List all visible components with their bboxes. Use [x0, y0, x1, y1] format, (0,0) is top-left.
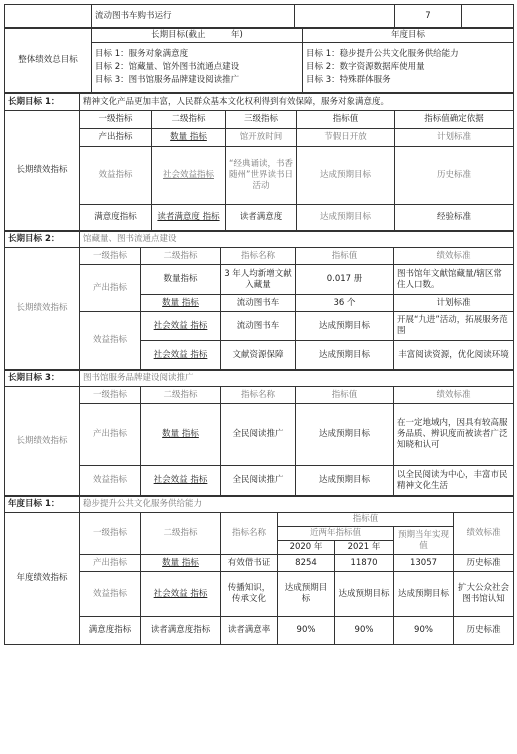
- top-blank-cell: [295, 5, 395, 28]
- table-cell: 达成预期目标: [394, 572, 454, 617]
- header-year-1: 2020 年: [278, 541, 335, 555]
- long-goal-2-label: 长期目标 2：: [5, 232, 80, 248]
- header-basis: 指标值确定依据: [395, 111, 514, 129]
- header-planned: 预期当年实现值: [394, 527, 454, 555]
- table-cell: 36 个: [296, 295, 394, 312]
- table-cell: 满意度指标: [80, 205, 152, 231]
- header-level2: 二级指标: [141, 513, 221, 555]
- table-cell: 达成预期目标: [296, 341, 394, 370]
- table-cell: 8254: [278, 555, 335, 572]
- table-cell: 社会效益 指标: [141, 572, 221, 617]
- table-cell: 数量 指标: [141, 295, 221, 312]
- top-blank-cell: [5, 5, 92, 28]
- table-cell: 达成预期目标: [296, 404, 394, 466]
- table-cell: 全民阅读推广: [221, 404, 296, 466]
- long-goal-item: 目标 2：馆藏量、馆外图书流通点建设: [95, 62, 240, 72]
- table-cell: 馆开放时间: [226, 129, 297, 147]
- table-cell: 达成预期目标: [297, 147, 395, 205]
- table-cell: 效益指标: [80, 147, 152, 205]
- table-cell: 90%: [394, 617, 454, 645]
- table-cell: 文献资源保障: [221, 341, 296, 370]
- long-goal-1-section: 长期绩效指标: [5, 111, 80, 231]
- header-level2: 二级指标: [141, 248, 221, 265]
- table-cell: 达成预期目标: [297, 205, 395, 231]
- table-cell: 社会效益 指标: [141, 341, 221, 370]
- long-goal-1-table: [4, 93, 514, 231]
- annual-goal-1-text: 稳步提升公共文化服务供给能力: [80, 497, 514, 513]
- header-year-2: 2021 年: [335, 541, 394, 555]
- annual-goal-1-table: [4, 496, 514, 645]
- annual-goal-1-label: 年度目标 1：: [5, 497, 80, 513]
- table-cell: 计划标准: [395, 129, 514, 147]
- table-cell: 产出指标: [80, 265, 141, 312]
- annual-goal-item: 目标 2：数字资源数据库使用量: [306, 62, 425, 72]
- header-level2: 二级指标: [152, 111, 226, 129]
- table-cell: 效益指标: [80, 466, 141, 496]
- top-table: [4, 4, 514, 28]
- long-goal-1-text: 精神文化产品更加丰富，人民群众基本文化权利得到有效保障，服务对象满意度。: [80, 94, 514, 111]
- long-goal-item: 目标 3：图书馆服务品牌建设阅读推广: [95, 75, 240, 85]
- table-cell: 产出指标: [80, 555, 141, 572]
- long-goal-2-text: 馆藏量、图书流通点建设: [80, 232, 514, 248]
- long-goal-1-label: 长期目标 1：: [5, 94, 80, 111]
- header-level1: 一级指标: [80, 513, 141, 555]
- header-value: 指标值: [297, 111, 395, 129]
- table-cell: “经典诵读，书香随州”世界读书日活动: [226, 147, 297, 205]
- table-cell: 读者满意率: [221, 617, 278, 645]
- header-standard: 绩效标准: [394, 387, 514, 404]
- table-cell: 读者满意度 指标: [152, 205, 226, 231]
- long-goal-item: 目标 1：服务对象满意度: [95, 49, 189, 59]
- table-cell: 社会效益 指标: [141, 466, 221, 496]
- header-prev-values: 近两年指标值: [278, 527, 394, 541]
- header-value: 指标值: [278, 513, 454, 527]
- long-goal-2-section: 长期绩效指标: [5, 248, 80, 370]
- table-cell: 传播知识，传承文化: [221, 572, 278, 617]
- table-cell: 效益指标: [80, 312, 141, 370]
- table-cell: 开展“九进”活动，拓展服务范围: [394, 312, 514, 341]
- long-goal-3-table: [4, 370, 514, 496]
- table-cell: 13057: [394, 555, 454, 572]
- top-blank-cell: [462, 5, 514, 28]
- table-cell: 效益指标: [80, 572, 141, 617]
- table-cell: 丰富阅读资源，优化阅读环境: [394, 341, 514, 370]
- long-goal-3-section: 长期绩效指标: [5, 387, 80, 496]
- annual-goal-header: 年度目标: [303, 29, 514, 43]
- annual-goal-1-section: 年度绩效指标: [5, 513, 80, 645]
- table-cell: 数量 指标: [141, 555, 221, 572]
- header-value: 指标值: [296, 248, 394, 265]
- table-cell: 以全民阅读为中心，丰富市民精神文化生活: [394, 466, 514, 496]
- table-cell: 计划标准: [394, 295, 514, 312]
- table-cell: 数量 指标: [141, 404, 221, 466]
- header-level1: 一级指标: [80, 387, 141, 404]
- overall-label: 整体绩效总目标: [5, 29, 92, 93]
- table-cell: 达成预期目标: [335, 572, 394, 617]
- table-cell: 在一定地域内，因具有较高服务品质、辨识度而被读者广泛知晓和认可: [394, 404, 514, 466]
- long-goals-list: [92, 43, 303, 93]
- table-cell: 产出指标: [80, 129, 152, 147]
- long-goal-2-table: [4, 231, 514, 370]
- table-cell: 历史标准: [395, 147, 514, 205]
- table-cell: 0.017 册: [296, 265, 394, 295]
- overall-goals-table: [4, 28, 514, 93]
- table-cell: 社会效益指标: [152, 147, 226, 205]
- header-name: 指标名称: [221, 513, 278, 555]
- table-cell: 数量 指标: [152, 129, 226, 147]
- header-name: 指标名称: [221, 248, 296, 265]
- header-level2: 二级指标: [141, 387, 221, 404]
- table-cell: 达成预期目标: [296, 466, 394, 496]
- header-standard: 绩效标准: [394, 248, 514, 265]
- table-cell: 读者满意度: [226, 205, 297, 231]
- header-standard: 绩效标准: [454, 513, 514, 555]
- project-name: 流动图书车购书运行: [92, 5, 295, 28]
- table-cell: 满意度指标: [80, 617, 141, 645]
- long-goal-3-label: 长期目标 3：: [5, 371, 80, 387]
- header-level3: 三级指标: [226, 111, 297, 129]
- table-cell: 图书馆年文献馆藏量/辖区常住人口数。: [394, 265, 514, 295]
- long-goal-header: 长期目标(截止 年): [92, 29, 303, 43]
- long-goal-3-text: 图书馆服务品牌建设阅读推广: [80, 371, 514, 387]
- table-cell: 社会效益 指标: [141, 312, 221, 341]
- table-cell: 读者满意度指标: [141, 617, 221, 645]
- annual-goal-item: 目标 3：特殊群体服务: [306, 75, 391, 85]
- table-cell: 数量指标: [141, 265, 221, 295]
- table-cell: 产出指标: [80, 404, 141, 466]
- table-cell: 有效借书证: [221, 555, 278, 572]
- header-value: 指标值: [296, 387, 394, 404]
- table-cell: 90%: [278, 617, 335, 645]
- table-cell: 历史标准: [454, 555, 514, 572]
- table-cell: 经验标准: [395, 205, 514, 231]
- table-cell: 流动图书车: [221, 312, 296, 341]
- table-cell: 节假日开放: [297, 129, 395, 147]
- annual-goal-item: 目标 1：稳步提升公共文化服务供给能力: [306, 49, 459, 59]
- table-cell: 历史标准: [454, 617, 514, 645]
- table-cell: 全民阅读推广: [221, 466, 296, 496]
- project-number: 7: [395, 5, 462, 28]
- table-cell: 流动图书车: [221, 295, 296, 312]
- annual-goals-list: [303, 43, 514, 93]
- header-name: 指标名称: [221, 387, 296, 404]
- table-cell: 90%: [335, 617, 394, 645]
- header-level1: 一级指标: [80, 111, 152, 129]
- table-cell: 达成预期目标: [296, 312, 394, 341]
- header-level1: 一级指标: [80, 248, 141, 265]
- table-cell: 扩大公众社会图书馆认知: [454, 572, 514, 617]
- table-cell: 达成预期目标: [278, 572, 335, 617]
- document-page: [0, 4, 517, 754]
- table-cell: 3 年人均新增文献入藏量: [221, 265, 296, 295]
- table-cell: 11870: [335, 555, 394, 572]
